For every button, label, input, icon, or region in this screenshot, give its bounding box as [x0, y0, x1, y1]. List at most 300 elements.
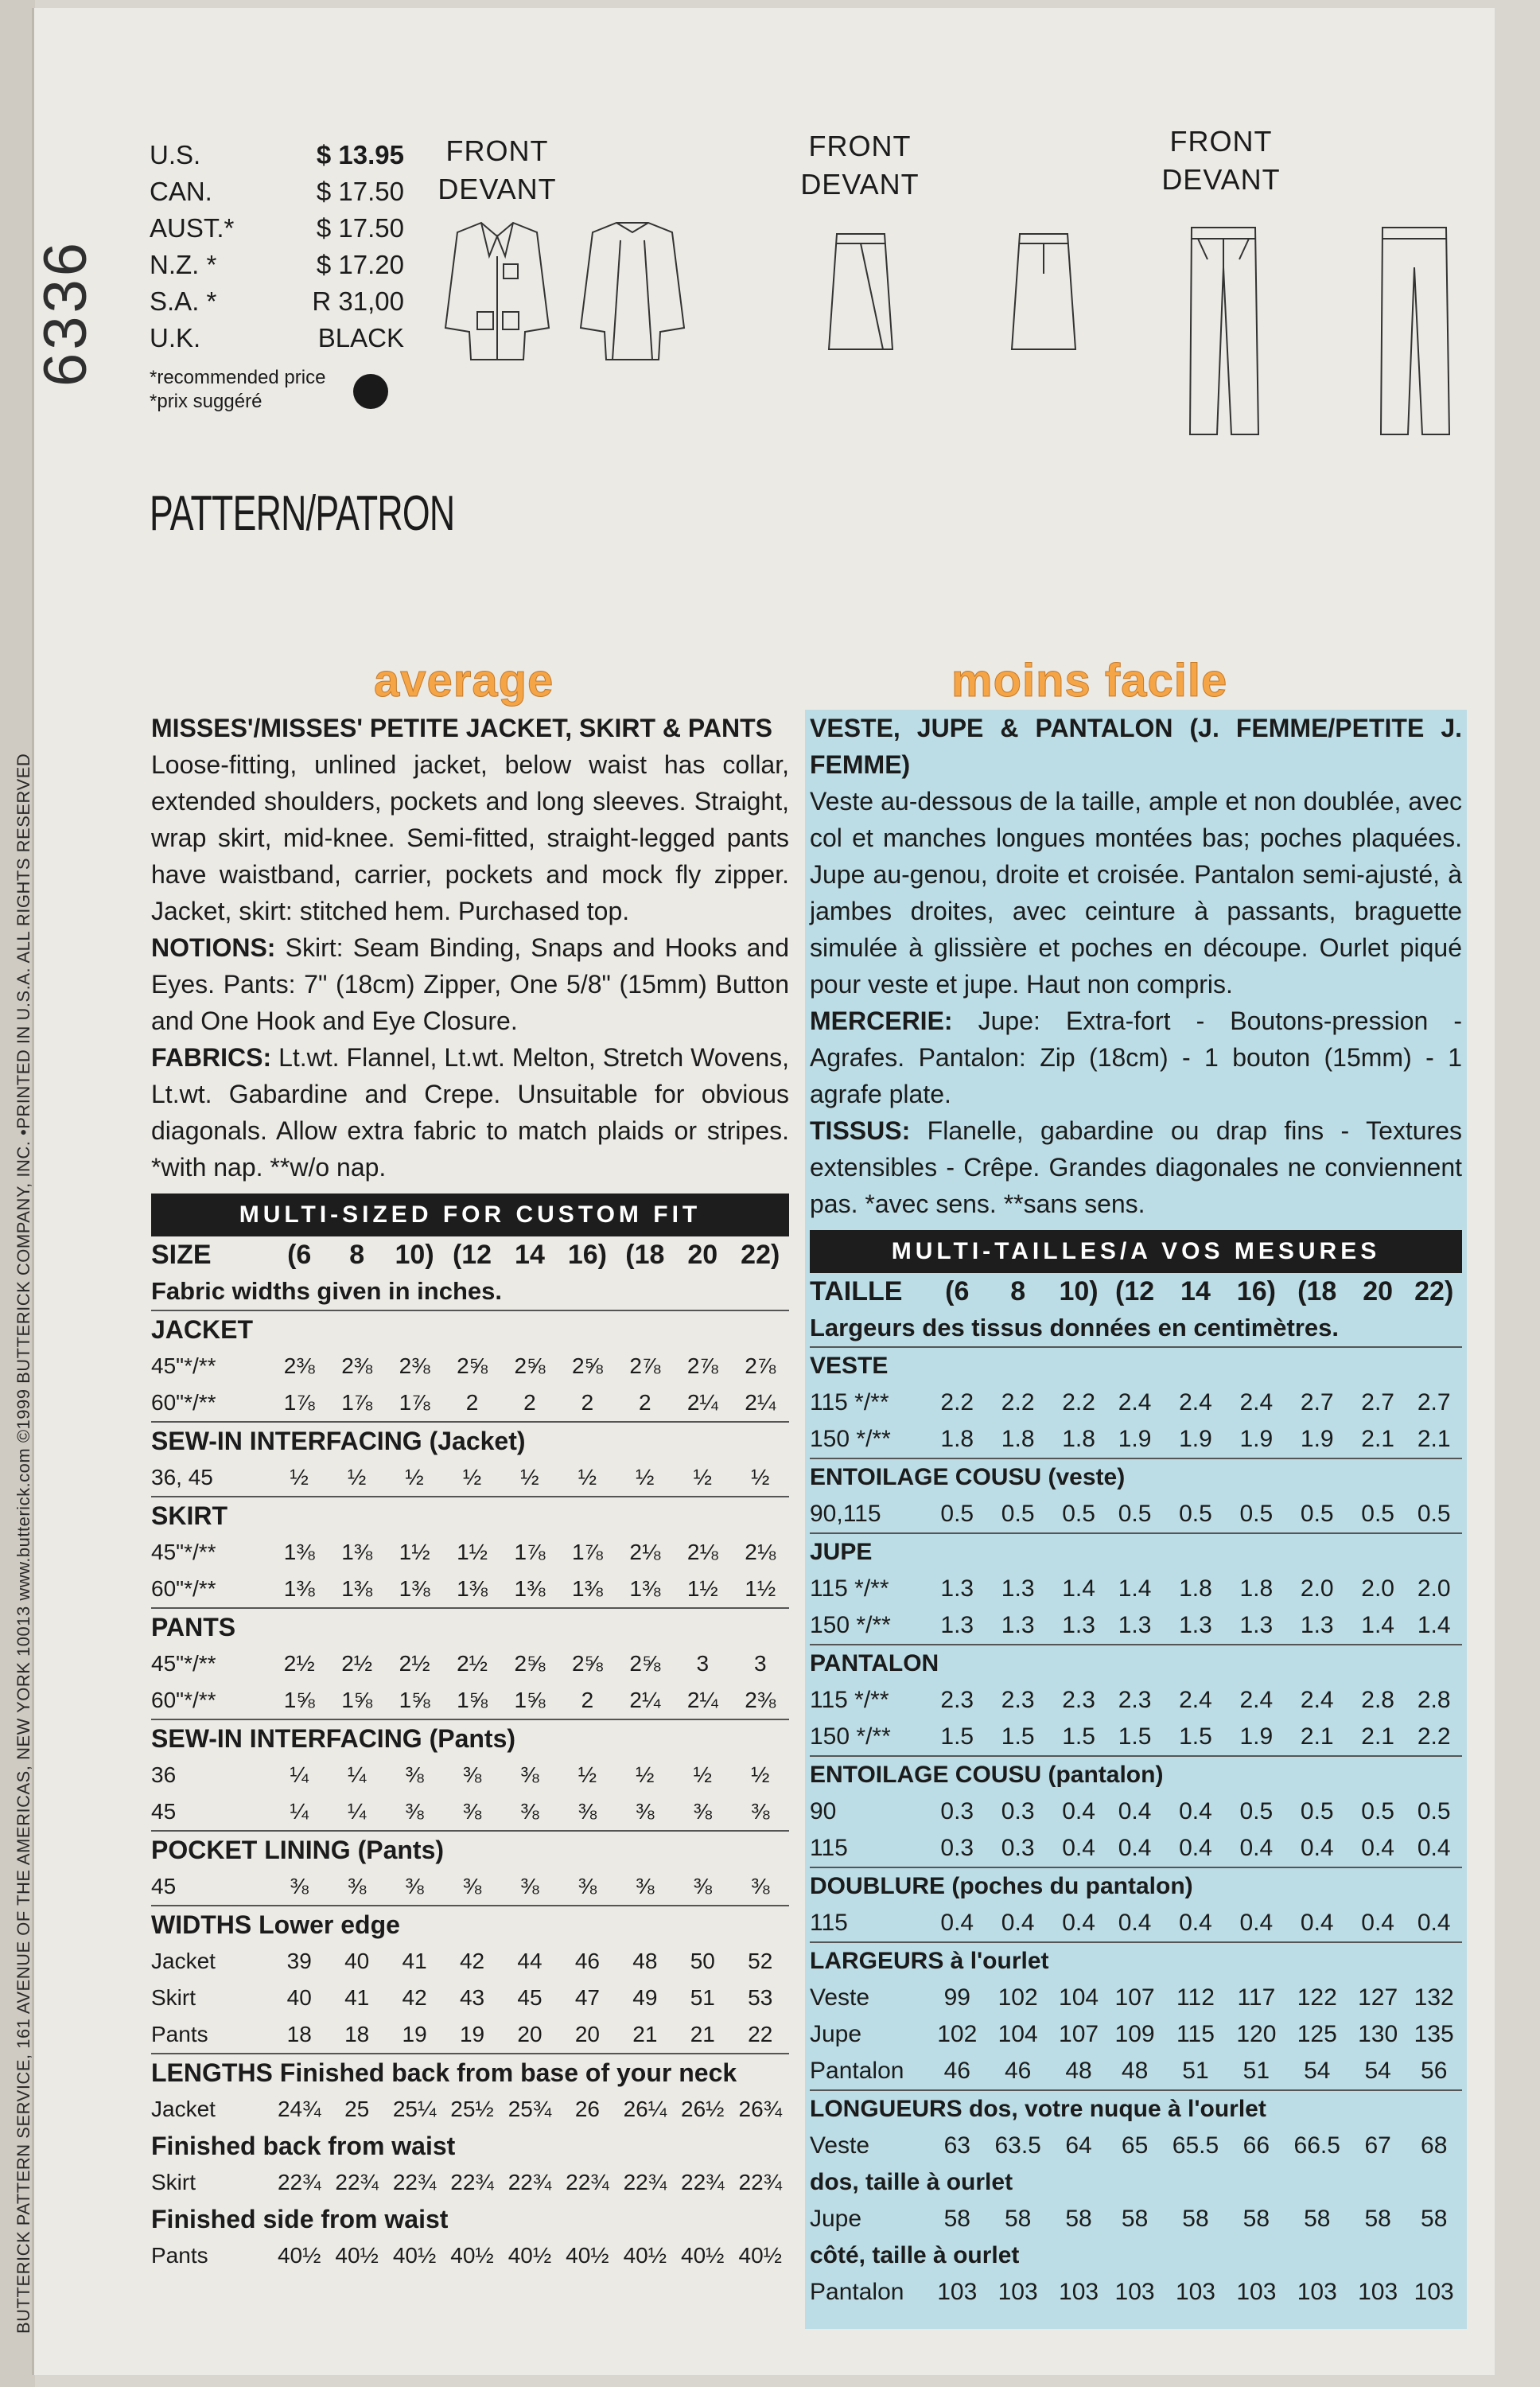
table-row — [810, 2201, 1462, 2237]
row-value: ⅜ — [347, 1874, 367, 1898]
row-value: 26¾ — [738, 2097, 782, 2121]
row-value: 2⅝ — [629, 1651, 661, 1676]
row-value: 0.5 — [1300, 1798, 1334, 1824]
section-title: PANTS — [151, 1608, 789, 1645]
size-label: SIZE — [151, 1240, 212, 1270]
price-country: N.Z. * — [150, 250, 217, 279]
french-notions: MERCERIE: Jupe: Extra-fort - Boutons-pression - Agrafes. Pantalon: Zip (18cm) - 1 bouton (15mm) - 1 agrafe plate. — [810, 1007, 1462, 1108]
french-title: VESTE, JUPE & PANTALON (J. FEMME/PETITE J. FEMME) — [810, 714, 1462, 779]
row-value: 1.8 — [1239, 1575, 1274, 1602]
row-value: 45 — [517, 1985, 542, 2010]
row-value: 52 — [748, 1949, 773, 1973]
size-value: 20 — [1363, 1276, 1394, 1306]
row-value: 48 — [1065, 2058, 1092, 2084]
row-value: 58 — [1121, 2206, 1149, 2232]
row-value: 103 — [1175, 2279, 1215, 2305]
section-header-row — [810, 2090, 1462, 2128]
row-label: 45 — [151, 1874, 177, 1898]
table-row — [151, 1943, 789, 1980]
row-value: 0.5 — [1361, 1798, 1394, 1824]
difficulty-moins-facile: moins facile — [951, 655, 1228, 707]
row-value: 22¾ — [277, 2170, 321, 2194]
row-value: 1.9 — [1239, 1426, 1274, 1452]
row-value: 103 — [1358, 2279, 1398, 2305]
size-header-row — [151, 1236, 789, 1273]
row-value: 44 — [517, 1949, 542, 1973]
row-value: 1.3 — [1062, 1612, 1095, 1638]
row-value: 39 — [286, 1949, 312, 1973]
table-row — [151, 1980, 789, 2016]
row-value: 2.7 — [1361, 1389, 1394, 1415]
row-value: 22¾ — [623, 2170, 667, 2194]
row-label: 45 — [151, 1799, 177, 1824]
row-value: 2.2 — [1062, 1389, 1095, 1415]
row-value: 2⅝ — [514, 1651, 546, 1676]
section-header-row — [151, 2201, 789, 2237]
row-value: 41 — [402, 1949, 427, 1973]
row-value: 66 — [1242, 2132, 1270, 2159]
row-value: 22¾ — [508, 2170, 552, 2194]
row-label: Jacket — [151, 2097, 216, 2121]
row-value: 1.3 — [1179, 1612, 1212, 1638]
row-value: 1.9 — [1239, 1723, 1274, 1750]
row-value: ⅜ — [693, 1874, 712, 1898]
row-value: 107 — [1059, 2021, 1099, 2047]
row-value: 40½ — [623, 2243, 667, 2268]
size-header-row — [810, 1273, 1462, 1310]
row-label: 150 */** — [810, 1723, 891, 1750]
row-value: 1½ — [399, 1540, 430, 1564]
price-row — [150, 134, 404, 170]
table-row — [810, 2053, 1462, 2090]
row-value: 0.4 — [1062, 1910, 1095, 1936]
section-title: LENGTHS Finished back from base of your neck — [151, 2054, 789, 2091]
section-header-row — [810, 1458, 1462, 1496]
row-value: 2.7 — [1417, 1389, 1451, 1415]
row-value: 22¾ — [335, 2170, 379, 2194]
section-title: SEW-IN INTERFACING (Jacket) — [151, 1422, 789, 1459]
english-notions: NOTIONS: Skirt: Seam Binding, Snaps and Hooks and Eyes. Pants: 7" (18cm) Zipper, One 5/8" (15mm) Button and One Hook and Eye Closure. — [151, 933, 790, 1035]
section-title: côté, taille à ourlet — [810, 2242, 1020, 2268]
jacket-drawings — [422, 208, 716, 368]
row-value: ½ — [462, 1465, 482, 1489]
row-value: 1.8 — [940, 1426, 974, 1452]
english-description: Loose-fitting, unlined jacket, below waist has collar, extended shoulders, pockets and long sleeves. Straight, wrap skirt, mid-knee. Semi-fitted, straight-legged pants have waistband, carrier, pockets and mock fly zipper. Jacket, skirt: stitched hem. Purchased top. — [151, 750, 789, 925]
row-value: 0.5 — [1417, 1798, 1451, 1824]
table-row — [810, 1607, 1462, 1645]
section-header-row — [151, 1497, 789, 1534]
row-value: 1.5 — [1062, 1723, 1095, 1750]
row-value: 2⅞ — [745, 1353, 776, 1378]
section-title: PANTALON — [810, 1645, 1462, 1682]
row-value: 68 — [1421, 2132, 1448, 2159]
row-value: ½ — [520, 1465, 539, 1489]
row-value: 2¼ — [629, 1688, 661, 1712]
section-header-row — [810, 1533, 1462, 1571]
row-value: 1⅞ — [283, 1390, 315, 1415]
row-value: 26¼ — [623, 2097, 667, 2121]
row-value: 40 — [344, 1949, 370, 1973]
row-value: 2.3 — [940, 1687, 974, 1713]
row-value: 49 — [632, 1985, 658, 2010]
row-value: 1⅞ — [399, 1390, 430, 1415]
row-value: 1.4 — [1062, 1575, 1095, 1602]
row-value: ½ — [347, 1465, 367, 1489]
recommended-price-note: *recommended price *prix suggéré — [150, 367, 326, 412]
row-value: 1.3 — [940, 1612, 974, 1638]
row-value: 66.5 — [1293, 2132, 1340, 2159]
row-value: 0.4 — [1118, 1910, 1152, 1936]
row-label: Jupe — [810, 2021, 862, 2047]
row-value: 18 — [344, 2022, 370, 2046]
table-row — [151, 1459, 789, 1497]
row-value: 0.4 — [1179, 1835, 1212, 1861]
row-value: 0.3 — [1001, 1798, 1035, 1824]
row-value: 2.0 — [1300, 1575, 1334, 1602]
row-value: 22¾ — [681, 2170, 725, 2194]
row-value: ½ — [693, 1762, 712, 1787]
row-label: Skirt — [151, 2170, 196, 2194]
size-value: (6 — [287, 1240, 312, 1270]
row-value: 1⅝ — [457, 1688, 488, 1712]
row-value: ⅜ — [520, 1874, 539, 1898]
table-row — [810, 1682, 1462, 1719]
price-row — [150, 280, 404, 317]
price-row — [150, 243, 404, 280]
row-value: 2½ — [399, 1651, 430, 1676]
row-value: 46 — [1004, 2058, 1032, 2084]
row-label: Veste — [810, 2132, 870, 2159]
row-value: 1.9 — [1300, 1426, 1334, 1452]
section-title: dos, taille à ourlet — [810, 2169, 1013, 2195]
row-value: 64 — [1065, 2132, 1092, 2159]
row-value: 40½ — [277, 2243, 321, 2268]
row-value: 117 — [1237, 1984, 1276, 2011]
row-value: 65 — [1121, 2132, 1149, 2159]
row-label: Pantalon — [810, 2279, 904, 2305]
section-header-row — [810, 1867, 1462, 1905]
view-label-pants: FRONT DEVANT — [1161, 125, 1281, 196]
price-country: CAN. — [150, 177, 212, 206]
row-value: 1.5 — [940, 1723, 974, 1750]
price-amount: R 31,00 — [312, 286, 404, 316]
jacket-front-drawing — [445, 223, 549, 360]
size-value: 14 — [515, 1240, 545, 1270]
row-label: Skirt — [151, 1985, 196, 2010]
row-value: 1.3 — [940, 1575, 974, 1602]
section-title: JACKET — [151, 1310, 789, 1348]
row-value: 1⅜ — [399, 1576, 430, 1601]
row-value: 2.2 — [1001, 1389, 1035, 1415]
row-value: ¼ — [290, 1762, 309, 1787]
row-value: 0.5 — [940, 1501, 974, 1527]
row-value: 63 — [943, 2132, 970, 2159]
section-title: VESTE — [810, 1347, 1462, 1384]
row-value: 2⅜ — [745, 1688, 776, 1712]
row-value: 46 — [943, 2058, 970, 2084]
row-label: 36, 45 — [151, 1465, 213, 1489]
table-row — [151, 2091, 789, 2128]
section-title: LARGEURS à l'ourlet — [810, 1942, 1462, 1980]
row-value: 1.3 — [1239, 1612, 1274, 1638]
size-value: 10) — [395, 1240, 434, 1270]
section-header-row — [151, 1906, 789, 1943]
row-label: 115 */** — [810, 1389, 889, 1415]
price-country: U.K. — [150, 323, 201, 352]
row-value: 2.3 — [1001, 1687, 1035, 1713]
row-value: 1⅜ — [341, 1576, 373, 1601]
row-value: 1⅜ — [571, 1576, 603, 1601]
size-value: 20 — [687, 1240, 718, 1270]
row-value: 104 — [998, 2021, 1038, 2047]
row-value: 0.4 — [1239, 1835, 1274, 1861]
pants-back-drawing — [1381, 228, 1449, 434]
row-value: 40½ — [566, 2243, 609, 2268]
row-value: 0.3 — [1001, 1835, 1035, 1861]
table-row — [151, 2237, 789, 2274]
row-value: 135 — [1414, 2021, 1454, 2047]
view-label-jacket: FRONT DEVANT — [438, 134, 557, 205]
row-value: 0.5 — [1239, 1501, 1274, 1527]
size-value: 22) — [1414, 1276, 1454, 1306]
row-label: 60"*/** — [151, 1688, 216, 1712]
price-country: S.A. * — [150, 286, 217, 316]
row-value: 107 — [1114, 1984, 1155, 2011]
row-label: 60"*/** — [151, 1576, 216, 1601]
section-header-row — [151, 1831, 789, 1868]
row-value: 2⅝ — [514, 1353, 546, 1378]
row-value: 1.5 — [1001, 1723, 1035, 1750]
section-title: POCKET LINING (Pants) — [151, 1831, 789, 1868]
row-label: 45"*/** — [151, 1353, 216, 1378]
row-value: 40½ — [335, 2243, 379, 2268]
row-value: 1.3 — [1001, 1575, 1035, 1602]
price-row — [150, 317, 404, 353]
row-value: 1.8 — [1179, 1575, 1212, 1602]
row-value: 20 — [574, 2022, 600, 2046]
row-label: 115 — [810, 1910, 848, 1936]
table-row — [810, 1793, 1462, 1830]
row-value: 1.8 — [1001, 1426, 1035, 1452]
width-note: Largeurs des tissus données en centimètres. — [810, 1314, 1340, 1341]
row-value: 2 — [465, 1390, 479, 1415]
row-value: 25 — [344, 2097, 370, 2121]
row-value: 1½ — [745, 1576, 776, 1601]
row-value: 2.1 — [1300, 1723, 1334, 1750]
table-row — [151, 1757, 789, 1793]
row-value: 2⅜ — [341, 1353, 373, 1378]
row-value: 48 — [632, 1949, 658, 1973]
section-header-row — [151, 2128, 789, 2164]
row-value: 22 — [748, 2022, 773, 2046]
row-label: 90 — [810, 1798, 837, 1824]
row-label: Jacket — [151, 1949, 216, 1973]
row-value: 54 — [1364, 2058, 1391, 2084]
row-value: 25¾ — [508, 2097, 552, 2121]
row-value: 2.2 — [940, 1389, 974, 1415]
size-value: 16) — [1236, 1276, 1276, 1306]
row-value: 102 — [937, 2021, 978, 2047]
pattern-label: PATTERN/PATRON — [150, 486, 455, 541]
row-value: 56 — [1421, 2058, 1448, 2084]
table-row — [810, 2128, 1462, 2164]
table-row — [810, 1571, 1462, 1607]
row-value: 2⅜ — [399, 1353, 430, 1378]
row-value: 0.4 — [1062, 1798, 1095, 1824]
size-value: 22) — [741, 1240, 780, 1270]
row-value: 40 — [286, 1985, 312, 2010]
row-value: 58 — [1182, 2206, 1209, 2232]
row-value: 43 — [459, 1985, 485, 2010]
row-value: 48 — [1121, 2058, 1149, 2084]
row-value: 1½ — [457, 1540, 488, 1564]
row-value: ⅜ — [520, 1762, 539, 1787]
row-value: 1.9 — [1179, 1426, 1212, 1452]
row-value: 19 — [459, 2022, 485, 2046]
table-row — [151, 2164, 789, 2201]
row-value: 0.4 — [1179, 1798, 1212, 1824]
row-value: 51 — [1182, 2058, 1209, 2084]
row-value: 2.0 — [1361, 1575, 1394, 1602]
price-amount: $ 17.50 — [316, 213, 404, 243]
row-value: 0.5 — [1179, 1501, 1212, 1527]
row-label: 115 */** — [810, 1687, 889, 1713]
row-value: 1.4 — [1417, 1612, 1451, 1638]
row-label: Pantalon — [810, 2058, 904, 2084]
row-value: 2 — [581, 1390, 594, 1415]
row-value: 46 — [574, 1949, 600, 1973]
section-header-row — [151, 1608, 789, 1645]
row-value: 0.4 — [1179, 1910, 1212, 1936]
row-value: ⅜ — [636, 1874, 655, 1898]
section-header-row — [810, 2164, 1462, 2201]
table-row — [151, 1571, 789, 1608]
row-value: 2½ — [283, 1651, 315, 1676]
row-value: 65.5 — [1172, 2132, 1219, 2159]
row-value: ⅜ — [751, 1799, 770, 1824]
section-header-row — [810, 1347, 1462, 1384]
row-value: 40½ — [681, 2243, 725, 2268]
row-value: 122 — [1297, 1984, 1337, 2011]
row-value: 26 — [574, 2097, 600, 2121]
english-yardage-table — [151, 1236, 789, 2274]
row-value: 21 — [632, 2022, 658, 2046]
row-value: 19 — [402, 2022, 427, 2046]
row-value: ½ — [578, 1465, 597, 1489]
row-value: 2 — [523, 1390, 536, 1415]
row-value: 41 — [344, 1985, 370, 2010]
row-value: 51 — [1242, 2058, 1270, 2084]
row-label: Pants — [151, 2243, 208, 2268]
row-value: 2 — [581, 1688, 594, 1712]
table-row — [810, 1905, 1462, 1942]
row-value: 2.4 — [1179, 1687, 1212, 1713]
row-value: 109 — [1114, 2021, 1155, 2047]
row-value: 1.4 — [1118, 1575, 1152, 1602]
row-value: 0.4 — [1001, 1910, 1035, 1936]
row-label: 150 */** — [810, 1426, 891, 1452]
row-value: 22¾ — [450, 2170, 494, 2194]
row-value: ⅜ — [462, 1799, 482, 1824]
row-value: 1.3 — [1001, 1612, 1035, 1638]
size-value: 14 — [1180, 1276, 1211, 1306]
width-note-row — [151, 1273, 789, 1310]
row-value: ⅜ — [578, 1874, 597, 1898]
row-value: ¼ — [290, 1799, 309, 1824]
row-value: 0.4 — [1417, 1835, 1451, 1861]
row-value: 0.5 — [1239, 1798, 1274, 1824]
row-value: 2¼ — [686, 1390, 718, 1415]
difficulty-average: average — [374, 655, 554, 707]
row-value: 1⅝ — [341, 1688, 373, 1712]
row-value: 112 — [1176, 1984, 1215, 2011]
row-value: 132 — [1414, 1984, 1454, 2011]
row-value: 1⅞ — [571, 1540, 603, 1564]
row-value: 18 — [286, 2022, 312, 2046]
row-value: 1⅝ — [514, 1688, 546, 1712]
row-value: 2.1 — [1361, 1426, 1394, 1452]
row-value: 2¼ — [745, 1390, 776, 1415]
row-value: ¼ — [347, 1762, 367, 1787]
row-value: 1.3 — [1118, 1612, 1152, 1638]
row-value: ½ — [693, 1465, 712, 1489]
row-value: 1⅝ — [283, 1688, 315, 1712]
french-size-bar: MULTI-TAILLES/A VOS MESURES — [810, 1230, 1462, 1273]
skirt-front-drawing — [829, 234, 892, 349]
section-title: SKIRT — [151, 1497, 789, 1534]
row-value: 2⅞ — [629, 1353, 661, 1378]
row-label: Veste — [810, 1984, 870, 2011]
row-label: 60"*/** — [151, 1390, 216, 1415]
row-value: ⅜ — [405, 1874, 424, 1898]
row-value: 58 — [1421, 2206, 1448, 2232]
english-fabrics: FABRICS: Lt.wt. Flannel, Lt.wt. Melton, Stretch Wovens, Lt.wt. Gabardine and Crepe. Unsuitable for obvious diagonals. Allow extra fabric to match plaids or stripes. *with nap. **w/o nap. — [151, 1043, 790, 1182]
row-value: ⅜ — [578, 1799, 597, 1824]
row-value: 0.4 — [1361, 1910, 1394, 1936]
row-value: 104 — [1059, 1984, 1099, 2011]
section-title: DOUBLURE (poches du pantalon) — [810, 1867, 1462, 1905]
table-row — [810, 1980, 1462, 2016]
pants-front-drawing — [1190, 228, 1258, 434]
row-value: 2½ — [457, 1651, 488, 1676]
row-value: 102 — [998, 1984, 1038, 2011]
row-value: 0.5 — [1300, 1501, 1334, 1527]
row-value: 120 — [1236, 2021, 1277, 2047]
row-value: 103 — [937, 2279, 978, 2305]
row-value: 67 — [1364, 2132, 1391, 2159]
row-value: 25¼ — [392, 2097, 437, 2121]
row-value: 103 — [1114, 2279, 1155, 2305]
row-value: ½ — [290, 1465, 309, 1489]
row-value: ½ — [751, 1762, 770, 1787]
row-value: 22¾ — [392, 2170, 437, 2194]
row-value: 0.4 — [1118, 1835, 1152, 1861]
row-value: 103 — [1236, 2279, 1277, 2305]
row-value: ⅜ — [636, 1799, 655, 1824]
row-value: 53 — [748, 1985, 773, 2010]
row-value: 22¾ — [566, 2170, 609, 2194]
row-value: 1.9 — [1118, 1426, 1152, 1452]
price-amount: $ 13.95 — [316, 140, 404, 169]
row-value: 1⅞ — [341, 1390, 373, 1415]
row-value: 21 — [690, 2022, 715, 2046]
table-row — [810, 2016, 1462, 2053]
section-title: ENTOILAGE COUSU (pantalon) — [810, 1756, 1462, 1793]
row-value: 2.0 — [1417, 1575, 1451, 1602]
row-value: 1⅜ — [283, 1540, 315, 1564]
table-row — [151, 1534, 789, 1571]
row-value: 127 — [1358, 1984, 1398, 2011]
